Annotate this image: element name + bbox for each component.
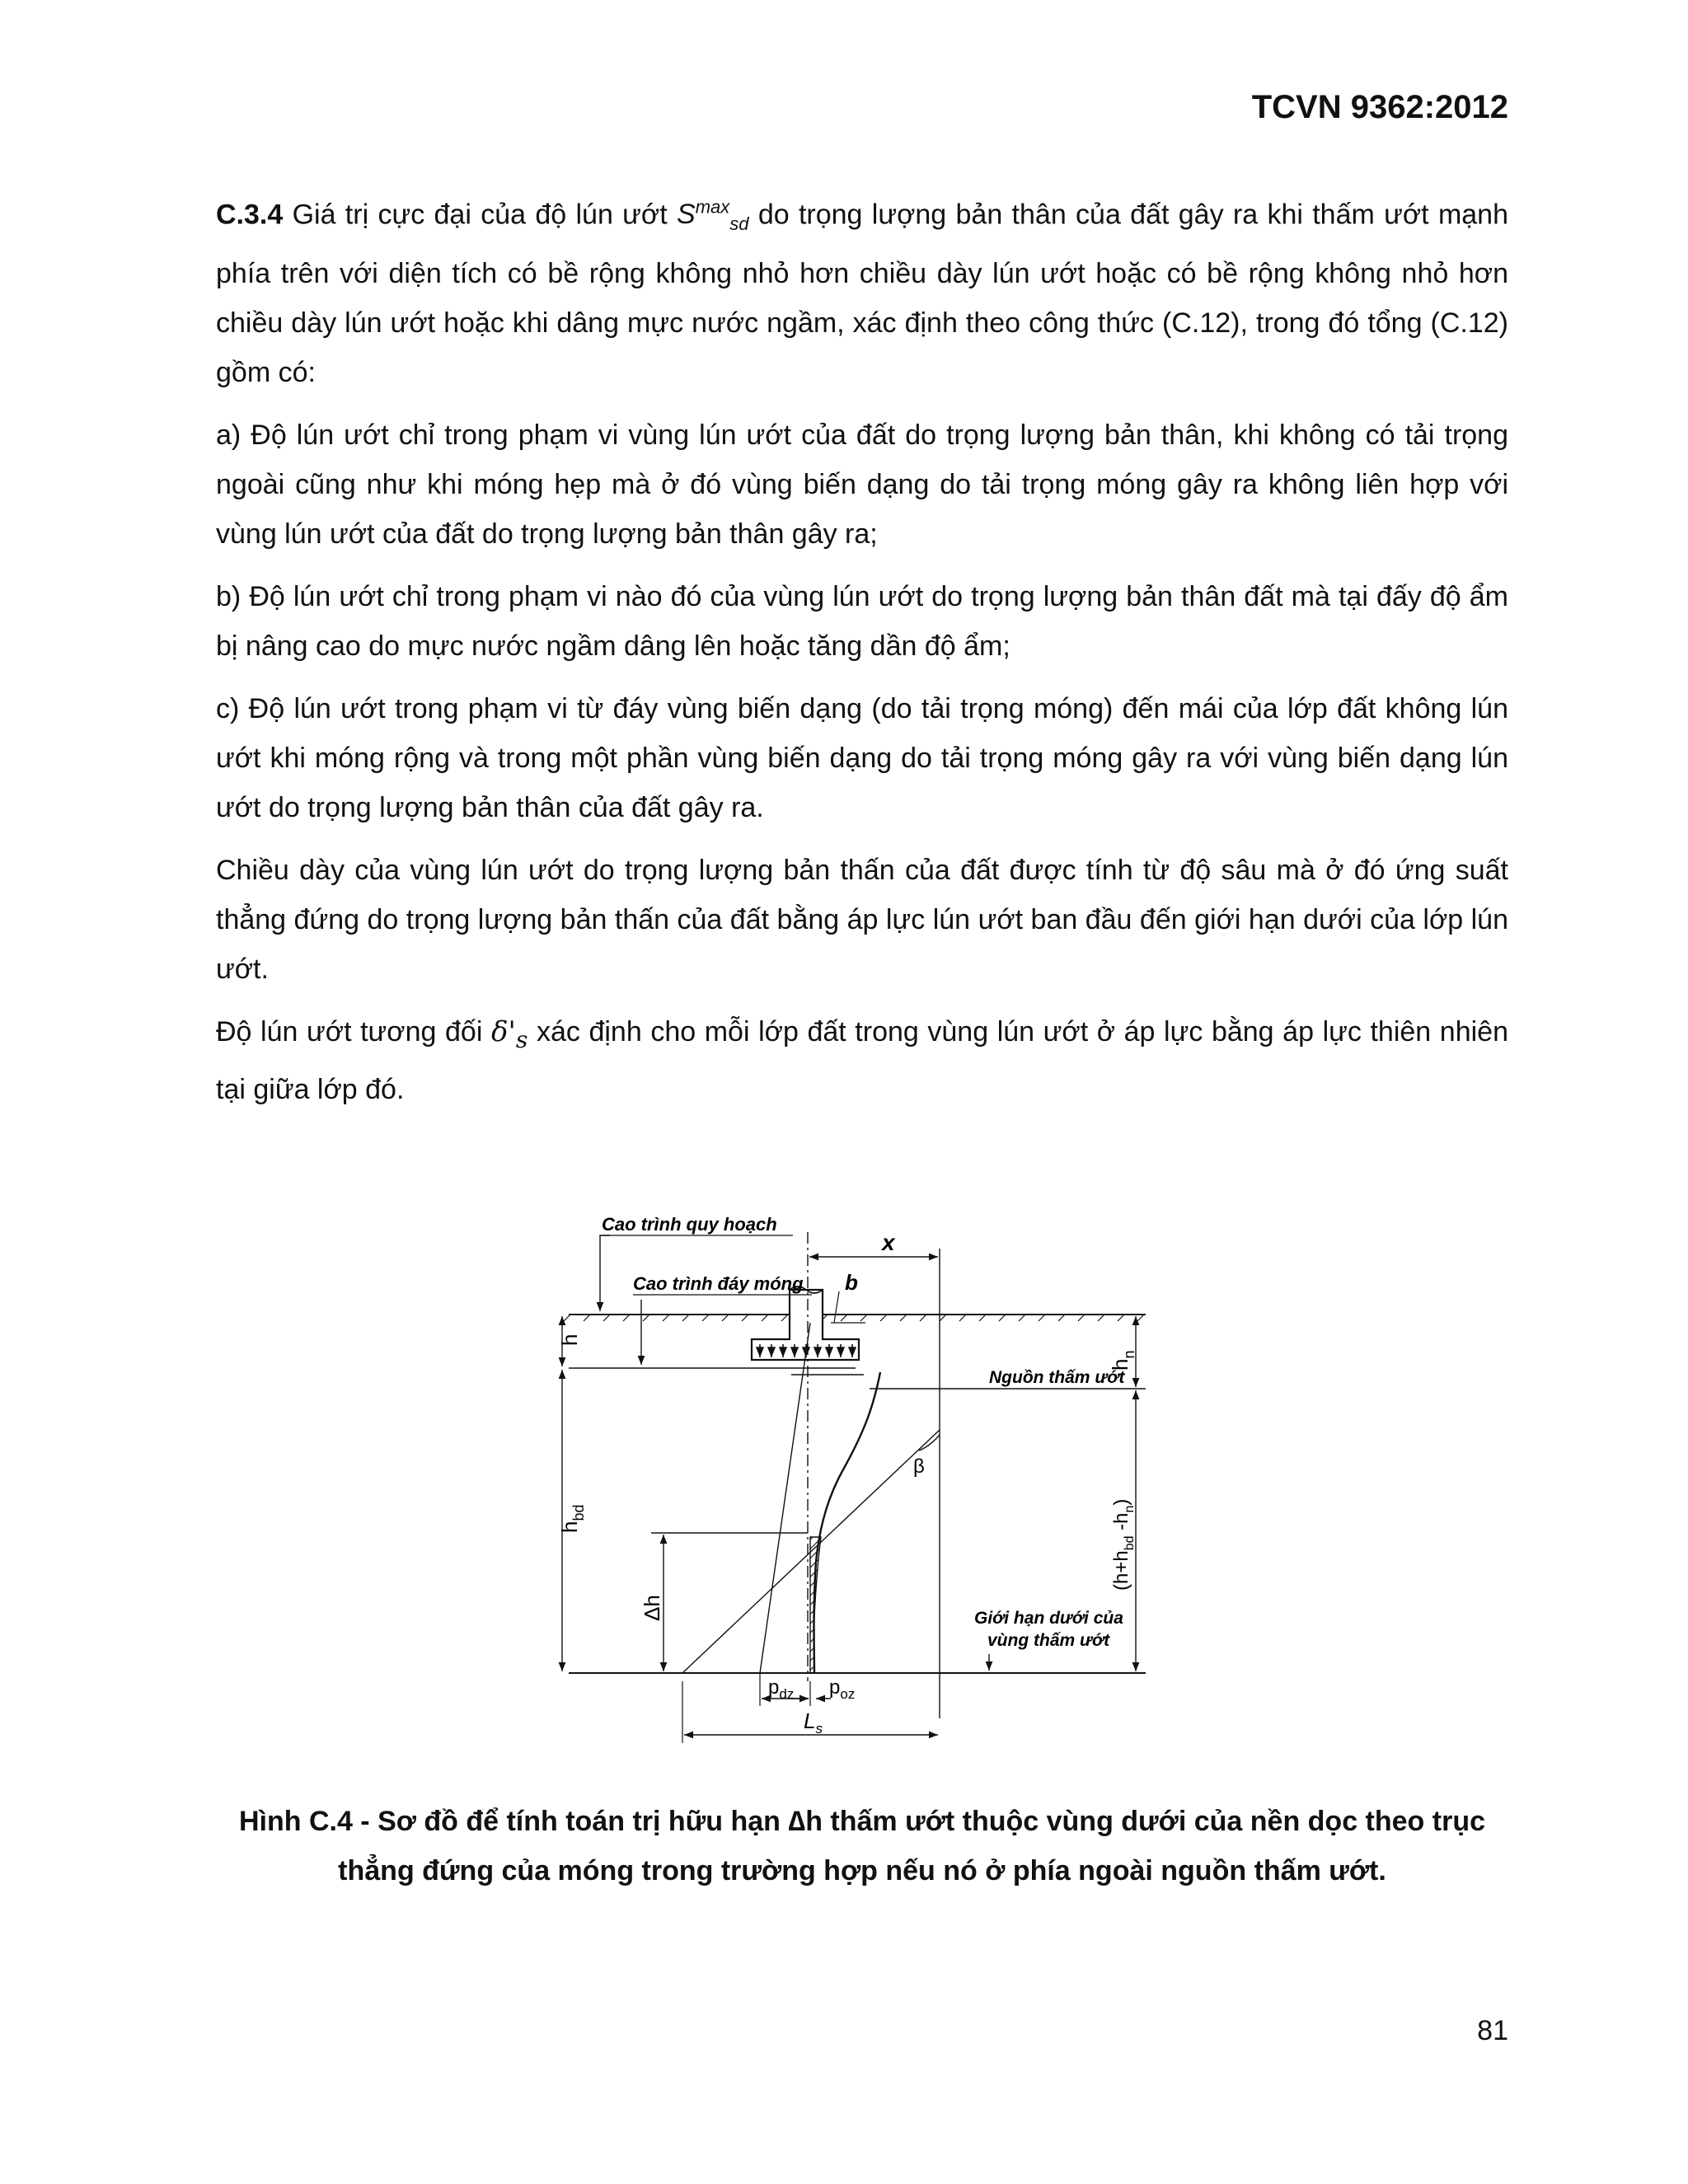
section-body <box>216 183 1508 1127</box>
figure-caption: Hình C.4 - Sơ đồ để tính toán trị hữu hạn ∆h thấm ướt thuộc vùng dưới của nền dọc theo trục thẳng đứng của móng trong trường hợp nếu nó ở phía ngoài nguồn thấm ướt. <box>238 1806 1486 1886</box>
b-label: b <box>845 1270 858 1295</box>
intro-text-before: Giá trị cực đại của độ lún ướt <box>283 199 677 231</box>
x-label: x <box>882 1230 895 1255</box>
wetting-boundary-curve <box>814 1372 881 1673</box>
symbol-sup: max <box>695 197 730 218</box>
source-label: Nguồn thấm ướt <box>989 1368 1125 1387</box>
ls-label: $L_s$ <box>804 1708 823 1736</box>
hn-label: $h_n$ <box>1108 1350 1137 1371</box>
settlement-symbol <box>677 197 749 235</box>
planned-level-leader <box>600 1235 610 1311</box>
relative-settlement-paragraph <box>216 1007 1508 1114</box>
b-leader <box>834 1291 839 1323</box>
poz-label: $p_{oz}$ <box>829 1676 856 1702</box>
planned-level-label: Cao trình quy hoạch <box>602 1214 777 1235</box>
relative-text-before: Độ lún ướt tương đối <box>216 1016 491 1048</box>
pdz-label: $p_{dz}$ <box>768 1676 795 1702</box>
figure-c4-diagram <box>544 1199 1162 1776</box>
section-intro-paragraph <box>216 183 1508 397</box>
item-a: a) Độ lún ướt chỉ trong phạm vi vùng lún ướt của đất do trọng lượng bản thân, khi không có tải trọng ngoài cũng như khi móng hẹp mà ở đó vùng biến dạng do tải trọng móng gây ra không liên hợp với vùng lún ướt của đất do trọng lượng bản thân gây ra; <box>216 419 1508 551</box>
hbd-label: $h_{bd}$ <box>557 1504 587 1533</box>
figure-c4 <box>544 1199 1162 1776</box>
pressure-line <box>760 1323 810 1673</box>
page-number: 81 <box>1477 2015 1508 2046</box>
delta-h-label: Δh <box>640 1595 664 1621</box>
symbol-base: S <box>677 199 696 231</box>
relative-symbol-sub: s <box>515 1025 528 1053</box>
range-label: ($h+h_{bd}$ $-h_n$) <box>1110 1498 1137 1591</box>
delta-h-hatched-zone <box>810 1537 821 1673</box>
relative-symbol <box>490 1015 528 1053</box>
intro-text-after: do trọng lượng bản thân của đất gây ra khi thấm ướt mạnh phía trên với diện tích có bề rộng không nhỏ hơn chiều dày lún ướt hoặc có bề rộng không nhỏ hơn chiều dày lún ướt hoặc khi dâng mực nước ngầm, xác định theo công thức (C.12), trong đó tổng (C.12) gồm có: <box>216 199 1508 389</box>
symbol-sub: sd <box>729 213 749 235</box>
relative-symbol-base: δ' <box>490 1015 516 1049</box>
item-b: b) Độ lún ướt chỉ trong phạm vi nào đó của vùng lún ướt do trọng lượng bản thân đất mà tại đấy độ ẩm bị nâng cao do mực nước ngầm dâng lên hoặc tăng dần độ ẩm; <box>216 581 1508 663</box>
section-number: C.3.4 <box>216 199 284 231</box>
thickness-paragraph: Chiều dày của vùng lún ướt do trọng lượng bản thấn của đất được tính từ độ sâu mà ở đó ứng suất thẳng đứng do trọng lượng bản thấn của đất bằng áp lực lún ướt ban đầu đến giới hạn dưới của lớp lún ướt. <box>216 855 1508 986</box>
beta-label: β <box>913 1455 925 1478</box>
h-label: h <box>557 1333 582 1346</box>
foundation-outline <box>752 1290 859 1360</box>
beta-arc <box>919 1435 940 1451</box>
relative-text-after: xác định cho mỗi lớp đất trong vùng lún ướt ở áp lực bằng áp lực thiên nhiên tại giữa lớp đó. <box>216 1016 1508 1105</box>
item-c: c) Độ lún ướt trong phạm vi từ đáy vùng biến dạng (do tải trọng móng) đến mái của lớp đất không lún ướt khi móng rộng và trong một phần vùng biến dạng do tải trọng móng gây ra với vùng biến dạng lún ướt do trọng lượng bản thân của đất gây ra. <box>216 693 1508 824</box>
lower-limit-label-1: Giới hạn dưới của <box>974 1609 1123 1628</box>
foundation-bottom-label: Cao trình đáy móng <box>633 1273 804 1294</box>
lower-limit-label-2: vùng thấm ướt <box>987 1631 1110 1650</box>
ground-hatching <box>564 1315 1144 1321</box>
standard-code-header: TCVN 9362:2012 <box>1251 89 1508 125</box>
